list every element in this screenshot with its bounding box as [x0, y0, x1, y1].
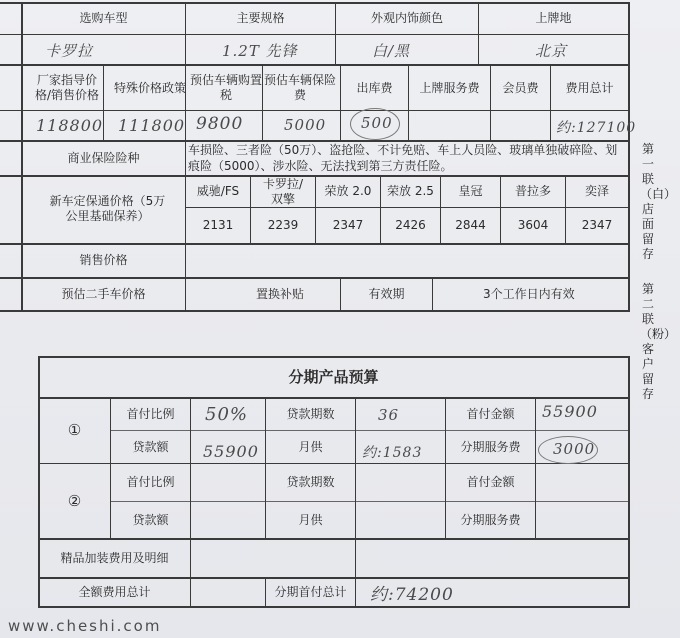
- maintenance-model-4: 荣放 2.5: [387, 184, 434, 198]
- plan-1-number: ①: [67, 421, 82, 439]
- handwritten-down-ratio: 50%: [205, 404, 249, 425]
- plan-1-label-loan-amount: 贷款额: [132, 439, 169, 454]
- maintenance-price-1: 2131: [202, 218, 234, 232]
- plan-2-label-loan-amount: 贷款额: [132, 512, 169, 527]
- maintenance-price-4: 2426: [395, 218, 426, 232]
- grid-line: [355, 397, 356, 607]
- grid-line: [0, 310, 630, 312]
- grid-line: [535, 397, 536, 538]
- label-validity: 有效期: [368, 286, 405, 301]
- plan-2-label-monthly: 月供: [298, 512, 323, 527]
- header-model: 选购车型: [79, 11, 128, 25]
- grid-line: [38, 606, 630, 608]
- label-special-price: 特殊价格政策: [113, 80, 186, 95]
- grid-line: [185, 2, 186, 310]
- label-commercial-insurance: 商业保险险种: [67, 150, 140, 165]
- header-plate-location: 上牌地: [535, 11, 572, 25]
- maintenance-price-6: 3604: [517, 218, 549, 232]
- label-total-fee: 费用总计: [565, 80, 614, 95]
- maintenance-model-5: 皇冠: [458, 184, 483, 198]
- maintenance-model-3: 荣放 2.0: [324, 184, 372, 198]
- handwritten-purchase-tax: 9800: [196, 114, 244, 134]
- handwritten-outbound-fee: 500: [361, 114, 393, 132]
- header-color: 外观内饰颜色: [370, 11, 443, 25]
- handwritten-model: 卡罗拉: [45, 42, 94, 60]
- handwritten-special-price: 111800: [118, 116, 186, 135]
- insurance-types: 车损险、三者险（50万）、盗抢险、不计免赔、车上人员险、玻璃单独破碎险、划痕险（5000）、涉水险、无法找到第三方责任险。: [188, 143, 618, 173]
- plan-1-label-loan-term: 贷款期数: [286, 406, 335, 421]
- maintenance-price-2: 2239: [267, 218, 299, 232]
- header-spec: 主要规格: [236, 11, 285, 25]
- label-sales-price: 销售价格: [79, 253, 128, 267]
- label-plate-service-fee: 上牌服务费: [419, 80, 480, 95]
- grid-line: [190, 397, 191, 607]
- grid-line: [0, 34, 630, 35]
- side-label-second-copy: 第二联（粉）客户留存: [640, 282, 677, 401]
- label-outbound-fee: 出库费: [356, 80, 393, 95]
- watermark-text: www.cheshi.com: [8, 617, 162, 635]
- grid-line: [628, 356, 630, 607]
- handwritten-total-fee: 约:127100: [556, 120, 637, 136]
- plan-2-label-loan-term: 贷款期数: [286, 475, 335, 489]
- plan-1-label-service-fee: 分期服务费: [460, 439, 521, 454]
- plan-1-label-down-amount: 首付金额: [466, 406, 515, 421]
- label-installment-total: 分期首付总计: [274, 584, 347, 599]
- grid-line: [628, 2, 630, 310]
- handwritten-loan-amount: 55900: [203, 442, 259, 461]
- label-guide-price: 厂家指导价格/销售价格: [34, 73, 100, 102]
- handwritten-service-fee: 3000: [553, 440, 596, 458]
- handwritten-insurance: 5000: [284, 116, 327, 134]
- label-full-total: 全额费用总计: [78, 584, 151, 599]
- label-member-fee: 会员费: [502, 80, 539, 95]
- label-purchase-tax: 预估车辆购置税: [190, 73, 263, 102]
- side-label-first-copy: 第一联（白）店面留存: [640, 142, 677, 261]
- maintenance-price-7: 2347: [581, 218, 613, 232]
- maintenance-price-5: 2844: [455, 218, 486, 232]
- handwritten-monthly: 约:1583: [362, 445, 423, 461]
- maintenance-model-6: 普拉多: [514, 184, 551, 198]
- handwritten-spec: 1.2T 先锋: [222, 42, 298, 60]
- grid-line: [262, 64, 263, 140]
- plan-2-label-down-amount: 首付金额: [466, 475, 515, 489]
- handwritten-installment-total: 约:74200: [370, 585, 454, 605]
- plan-2-label-down-ratio: 首付比例: [126, 475, 175, 489]
- plan-2-number: ②: [67, 491, 82, 510]
- label-used-car-price: 预估二手车价格: [61, 286, 146, 301]
- label-trade-in-subsidy: 置换补贴: [255, 286, 304, 301]
- handwritten-plate-location: 北京: [535, 42, 568, 60]
- handwritten-down-amount: 55900: [542, 402, 598, 421]
- plan-2-label-service-fee: 分期服务费: [460, 512, 521, 527]
- maintenance-model-1: 威驰/FS: [196, 184, 240, 198]
- label-maintenance: 新车定保通价格（5万公里基础保养）: [49, 194, 166, 223]
- maintenance-model-2: 卡罗拉/双擎: [262, 176, 304, 206]
- maintenance-price-3: 2347: [332, 218, 364, 232]
- handwritten-guide-price: 118800: [36, 116, 104, 135]
- maintenance-model-7: 奕泽: [584, 184, 609, 198]
- handwritten-loan-term: 36: [378, 406, 400, 424]
- label-insurance: 预估车辆保险费: [264, 73, 337, 102]
- grid-line: [0, 110, 630, 111]
- plan-1-label-monthly: 月供: [298, 439, 323, 454]
- handwritten-color: 白/黑: [372, 42, 411, 60]
- validity-value: 3个工作日内有效: [483, 286, 575, 301]
- label-accessories: 精品加装费用及明细: [60, 550, 169, 565]
- plan-1-label-down-ratio: 首付比例: [126, 406, 175, 421]
- installment-title: 分期产品预算: [288, 367, 379, 386]
